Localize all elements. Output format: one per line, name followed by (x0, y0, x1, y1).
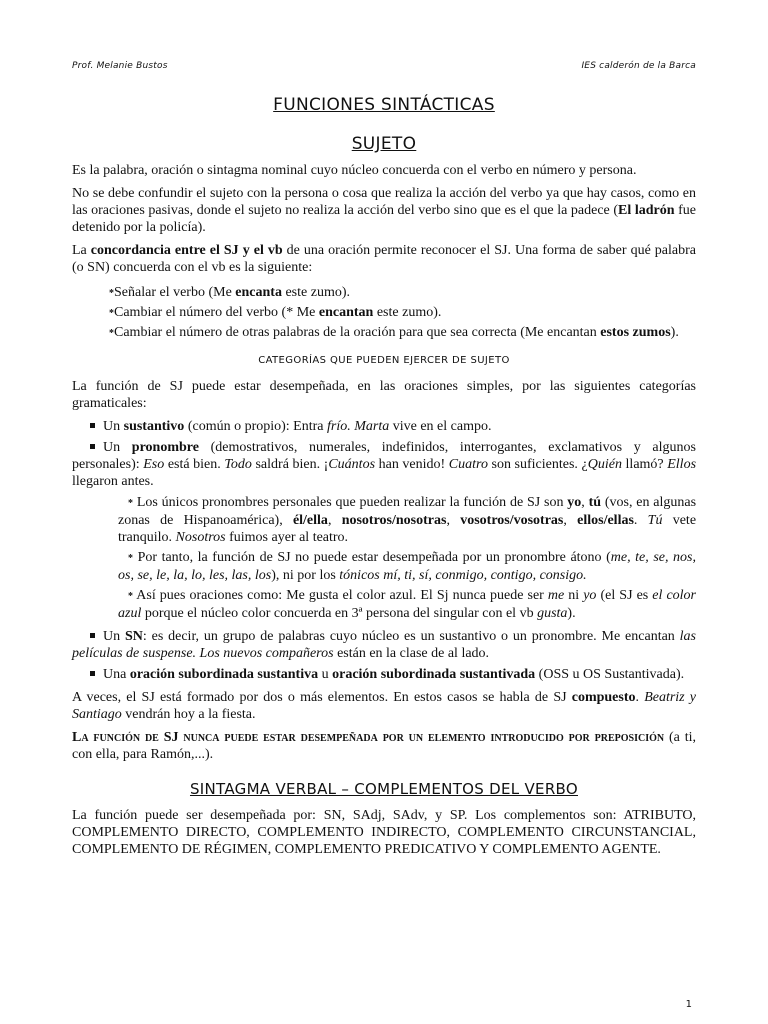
section-title-sujeto: SUJETO (351, 134, 417, 154)
preposition-rule-paragraph: La función de SJ nunca puede estar desempeñada por un elemento introducido por preposición (a ti, con ella, para Ramón,...). (72, 730, 697, 762)
categories-list (72, 418, 696, 490)
page-number: 1 (685, 999, 692, 1010)
concordance-paragraph: La concordancia entre el SJ y el vb de una oración permite reconocer el SJ. Una forma de saber qué palabra (o SN) concuerda con el vb es la siguiente: (72, 243, 696, 275)
note-example: * Así pues oraciones como: Me gusta el color azul. El Sj nunca puede ser me ni yo (el SJ es el color azul porque el núcleo color concuerda en 3ª persona del singular con el vb gusta). (118, 588, 696, 621)
asterisk-icon: * (109, 328, 114, 339)
section-title-verbal: SINTAGMA VERBAL – COMPLEMENTOS DEL VERBO (189, 780, 578, 798)
list-item: Un sustantivo (común o propio): Entra frío. Marta vive en el campo. (72, 418, 696, 435)
document-page (72, 58, 696, 858)
bullet-icon (90, 671, 95, 676)
list-item: *Señalar el verbo (Me encanta este zumo). (109, 285, 350, 300)
asterisk-icon: * (109, 308, 114, 319)
bullet-icon (90, 633, 95, 638)
confusion-paragraph: No se debe confundir el sujeto con la persona o cosa que realiza la acción del verbo ya que hay casos, como en las oraciones pasivas, donde el sujeto no realiza la acción del verbo sino que es el que la padece (El ladrón fue detenido por la policía). (72, 186, 696, 235)
categories-heading: CATEGORÍAS QUE PUEDEN EJERCER DE SUJETO (258, 355, 510, 366)
document-title: FUNCIONES SINTÁCTICAS (273, 95, 495, 115)
list-item: Un pronombre (demostrativos, numerales, indefinidos, interrogantes, exclamativos y algunos personales): Eso está bien. Todo saldrá bien. ¡Cuántos han venido! Cuatro son suficientes. ¿Quién llamó? Ellos llegaron antes. (72, 440, 697, 489)
list-item: *Cambiar el número del verbo (* Me encantan este zumo). (109, 305, 442, 320)
list-item: *Cambiar el número de otras palabras de la oración para que sea correcta (Me encantan estos zumos). (109, 325, 679, 340)
categories-intro: La función de SJ puede estar desempeñada, en las oraciones simples, por las siguientes categorías gramaticales: (72, 379, 696, 411)
asterisk-icon: * (128, 591, 133, 602)
steps-list (109, 284, 696, 342)
page-header (72, 58, 696, 75)
categories-list-continued (72, 628, 696, 683)
bullet-icon (90, 423, 95, 428)
complements-paragraph: La función puede ser desempeñada por: SN, SAdj, SAdv, y SP. Los complementos son: ATRIBUTO, COMPLEMENTO DIRECTO, COMPLEMENTO INDIRECTO, COMPLEMENTO CIRCUNSTANCIAL, COMPLEMENTO DE RÉGIMEN, COMPLEMENTO PREDICATIVO Y COMPLEMENTO AGENTE. (72, 808, 696, 857)
header-author: Prof. Melanie Bustos (72, 61, 168, 71)
note-atonic-pronouns: * Por tanto, la función de SJ no puede estar desempeñada por un pronombre átono (me, te, se, nos, os, se, le, la, lo, les, las, los), ni por los tónicos mí, ti, sí, conmigo, contigo, consigo. (118, 550, 696, 583)
asterisk-icon: * (109, 288, 114, 299)
compound-subject-paragraph: A veces, el SJ está formado por dos o más elementos. En estos casos se habla de SJ compuesto. Beatriz y Santiago vendrán hoy a la fiesta. (72, 690, 697, 722)
list-item: Una oración subordinada sustantiva u oración subordinada sustantivada (OSS u OS Sustantivada). (72, 666, 696, 683)
definition-paragraph: Es la palabra, oración o sintagma nominal cuyo núcleo concuerda con el verbo en número y persona. (72, 163, 637, 178)
pronoun-notes (118, 494, 696, 622)
list-item: Un SN: es decir, un grupo de palabras cuyo núcleo es un sustantivo o un pronombre. Me encantan las películas de suspense. Los nuevos compañeros están en la clase de al lado. (72, 629, 696, 661)
bullet-icon (90, 444, 95, 449)
header-school: IES calderón de la Barca (581, 61, 696, 71)
asterisk-icon: * (128, 553, 133, 564)
note-personal-pronouns: * Los únicos pronombres personales que pueden realizar la función de SJ son yo, tú (vos, en algunas zonas de Hispanoamérica), él/ella, nosotros/nosotras, vosotros/vosotras, ellos/ellas. Tú vete tranquilo. Nosotros fuimos ayer al teatro. (118, 495, 697, 545)
asterisk-icon: * (128, 498, 133, 509)
